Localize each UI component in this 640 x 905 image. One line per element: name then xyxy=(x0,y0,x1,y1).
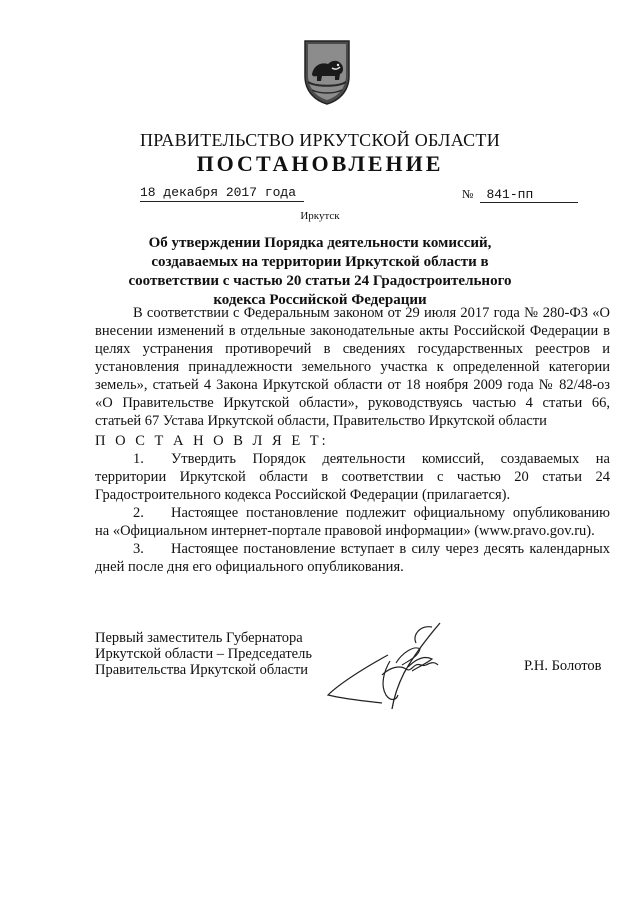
coat-of-arms-icon xyxy=(302,38,352,106)
document-title: Об утверждении Порядка деятельности комиссий, создаваемых на территории Иркутской области в соответствии с частью 20 статьи 24 Градостроительного кодекса Российской Федерации xyxy=(128,235,512,308)
item-number: 3. xyxy=(133,541,144,557)
document-body xyxy=(95,304,610,576)
decree-item xyxy=(95,450,610,504)
number-value: 841-пп xyxy=(480,187,578,203)
handwritten-signature-icon xyxy=(320,615,470,715)
signer-position xyxy=(95,630,312,678)
decree-heading: П О С Т А Н О В Л Я Е Т: xyxy=(95,433,329,449)
document-number xyxy=(462,187,578,203)
item-text: Настоящее постановление подлежит официальному опубликованию на «Официальном интернет-портале правовой информации» (www.pravo.gov.ru). xyxy=(95,505,610,539)
preamble-paragraph: В соответствии с Федеральным законом от 29 июля 2017 года № 280-ФЗ «О внесении изменений в отдельные законодательные акты Российской Федерации в целях устранения противоречий в сведениях государственных реестров и установления принадлежности земельного участка к определенной категории земель», статьей 4 Закона Иркутской области от 18 ноября 2009 года № 82/48-оз «О Правительстве Иркутской области», руководствуясь частью 4 статьи 66, статьей 67 Устава Иркутской области, Правительство Иркутской области xyxy=(95,305,610,429)
number-sign: № xyxy=(462,187,474,201)
city-name: Иркутск xyxy=(300,210,340,222)
signer-position-line: Иркутской области – Председатель xyxy=(95,646,312,662)
decree-item xyxy=(95,504,610,540)
item-text: Настоящее постановление вступает в силу через десять календарных дней после дня его официального опубликования. xyxy=(95,541,610,575)
item-number: 2. xyxy=(133,505,144,521)
item-text: Утвердить Порядок деятельности комиссий, создаваемых на территории Иркутской области в соответствии с частью 20 статьи 24 Градостроительного кодекса Российской Федерации (прилагается). xyxy=(95,451,610,503)
decree-item xyxy=(95,540,610,576)
document-date: 18 декабря 2017 года xyxy=(140,185,304,202)
document-type: ПОСТАНОВЛЕНИЕ xyxy=(196,151,444,176)
signer-name: Р.Н. Болотов xyxy=(524,658,602,674)
item-number: 1. xyxy=(133,451,144,467)
signer-position-line: Правительства Иркутской области xyxy=(95,662,309,678)
signer-position-line: Первый заместитель Губернатора xyxy=(95,630,303,646)
government-name: ПРАВИТЕЛЬСТВО ИРКУТСКОЙ ОБЛАСТИ xyxy=(139,130,501,150)
